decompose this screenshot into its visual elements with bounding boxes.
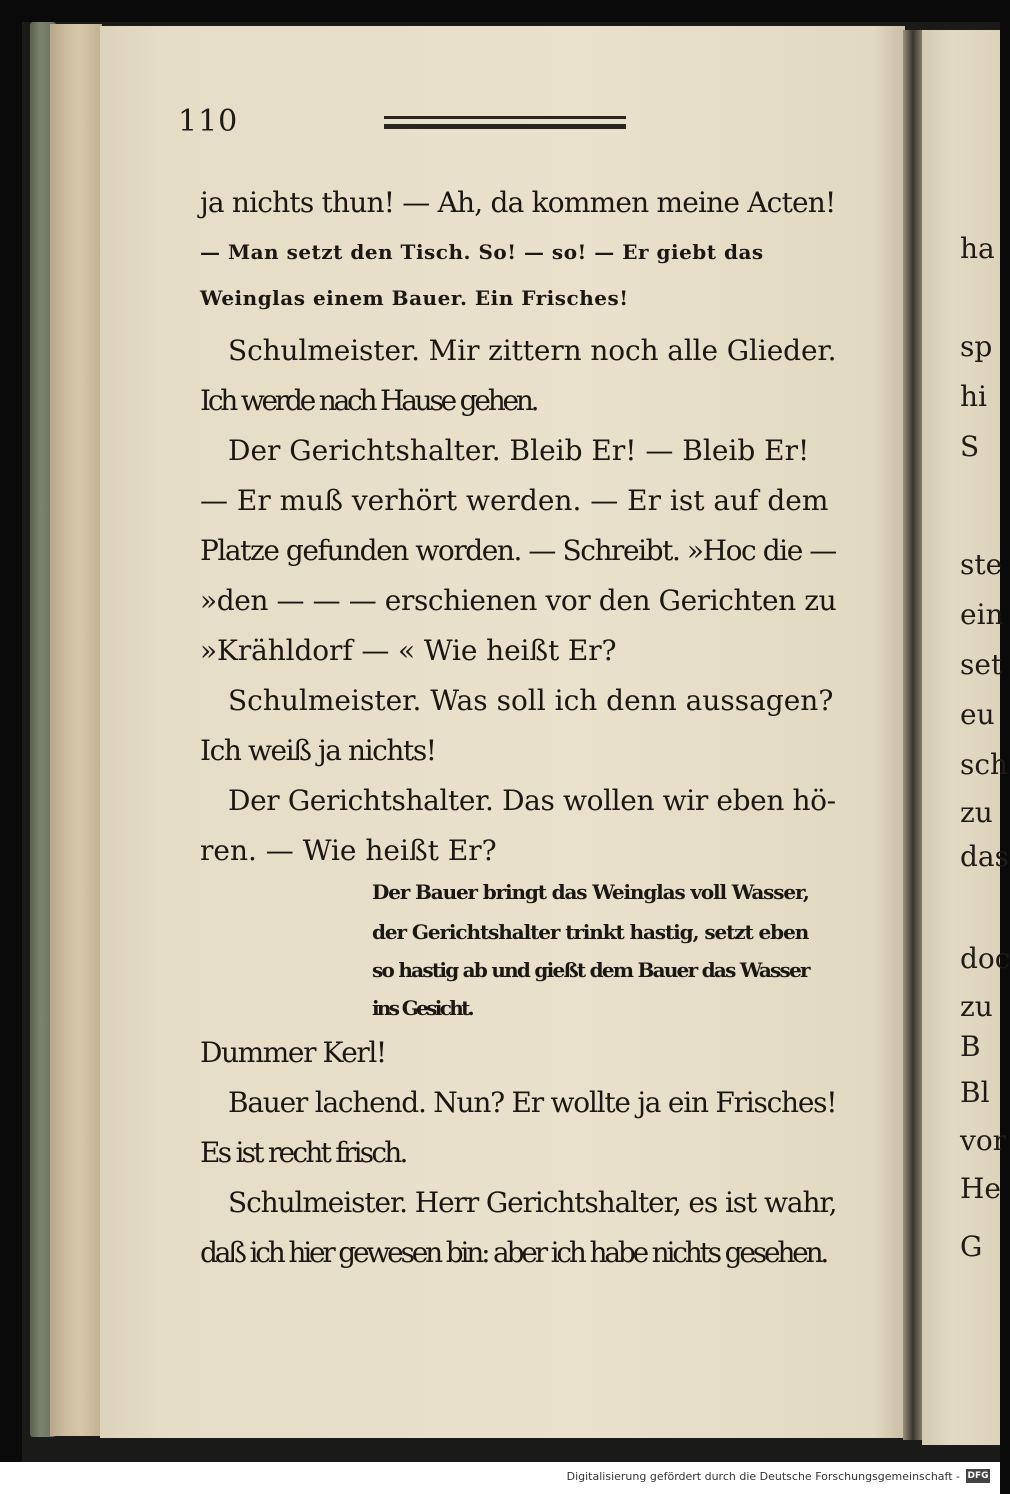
text-line: Weinglas einem Bauer. Ein Frisches!: [200, 286, 629, 310]
text-line: Schulmeister. Herr Gerichtshalter, es ist wahr,: [228, 1186, 837, 1219]
right-page-fragment: ste: [960, 548, 1003, 581]
text-line: »den — — — erschienen vor den Gerichten zu: [200, 584, 837, 617]
text-line: Der Gerichtshalter. Das wollen wir eben hö-: [228, 784, 836, 817]
text-line: »Krähldorf — « Wie heißt Er?: [200, 634, 617, 667]
page-stack-edge: [50, 24, 102, 1436]
right-page-fragment: doc: [960, 942, 1010, 975]
right-page-fragment: ha: [960, 232, 995, 265]
text-line: Ich werde nach Hause gehen.: [200, 384, 537, 417]
right-page-fragment: eu: [960, 698, 995, 731]
footer-bar: [0, 1462, 1000, 1494]
text-line: Schulmeister. Was soll ich denn aussagen?: [228, 684, 834, 717]
right-page-fragment: He: [960, 1172, 1001, 1205]
text-line: Schulmeister. Mir zittern noch alle Glieder.: [228, 334, 837, 367]
book-gutter: [903, 30, 923, 1440]
text-line: Bauer lachend. Nun? Er wollte ja ein Frisches!: [228, 1086, 837, 1119]
text-line: so hastig ab und gießt dem Bauer das Wasser: [372, 958, 809, 982]
right-page-fragment: vor: [960, 1124, 1007, 1157]
dfg-logo: DFG: [967, 1471, 989, 1481]
right-page-fragment: zu: [960, 990, 993, 1023]
text-line: — Er muß verhört werden. — Er ist auf dem: [200, 484, 829, 517]
text-line: Der Bauer bringt das Weinglas voll Wasser,: [372, 880, 809, 904]
right-page-fragment: S: [960, 430, 980, 463]
text-line: ren. — Wie heißt Er?: [200, 834, 497, 867]
right-page-fragment: sp: [960, 330, 993, 363]
right-page-fragment: zu: [960, 796, 993, 829]
right-page-fragment: Bl: [960, 1076, 990, 1109]
right-page-fragment: das: [960, 840, 1009, 873]
right-page-fragment: B: [960, 1030, 981, 1063]
left-page: [100, 26, 905, 1438]
right-page-fragment: sch: [960, 748, 1009, 781]
right-page-fragment: G: [960, 1230, 983, 1263]
right-page-fragment: set: [960, 648, 1003, 681]
text-line: Es ist recht frisch.: [200, 1136, 406, 1169]
text-line: ja nichts thun! — Ah, da kommen meine Acten!: [200, 186, 836, 219]
text-line: Platze gefunden worden. — Schreibt. »Hoc die —: [200, 534, 836, 567]
page-number: 110: [178, 104, 239, 139]
text-line: Der Gerichtshalter. Bleib Er! — Bleib Er!: [228, 434, 810, 467]
right-page: [922, 30, 1010, 1445]
header-rule-thick: [384, 124, 626, 129]
text-line: — Man setzt den Tisch. So! — so! — Er giebt das: [200, 240, 764, 264]
text-line: Ich weiß ja nichts!: [200, 734, 436, 767]
text-line: daß ich hier gewesen bin: aber ich habe nichts gesehen.: [200, 1236, 827, 1269]
text-line: ins Gesicht.: [372, 996, 472, 1020]
right-page-fragment: ein: [960, 598, 1004, 631]
text-line: der Gerichtshalter trinkt hastig, setzt eben: [372, 920, 809, 944]
header-rule: [384, 116, 626, 119]
text-line: Dummer Kerl!: [200, 1036, 386, 1069]
funding-credit: Digitalisierung gefördert durch die Deutsche Forschungsgemeinschaft -: [566, 1470, 960, 1483]
right-page-fragment: hi: [960, 380, 987, 413]
